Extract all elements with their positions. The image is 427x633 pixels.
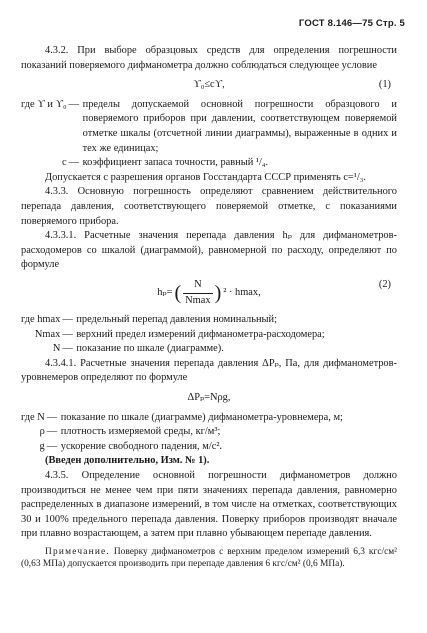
equation-2-number: (2) bbox=[378, 278, 391, 290]
equation-3 bbox=[21, 391, 397, 406]
clause-4-3-4-1: 4.3.4.1. Расчетные значения перепада давления ΔPₚ, Па, для дифманометров-уровнемеров определяют по формуле bbox=[21, 357, 397, 384]
document-body bbox=[21, 44, 397, 570]
definition-text: показание по шкале (диаграмме). bbox=[76, 343, 224, 355]
allowance-paragraph: Допускается с разрешения органов Госстандарта СССР применять c=¹/₃. bbox=[45, 171, 367, 183]
equation-1 bbox=[21, 78, 397, 93]
definition-dash: — bbox=[46, 440, 58, 452]
equation-2 bbox=[21, 278, 397, 308]
definition-dash: — bbox=[46, 426, 58, 438]
definition-symbol: N bbox=[52, 343, 61, 355]
equation-2-lhs: hₚ= bbox=[157, 286, 173, 298]
definition-list-2 bbox=[21, 313, 397, 357]
definition-text: показание по шкале (диаграмме) дифманометра-уровнемера, м; bbox=[60, 411, 343, 423]
definition-symbol: где ϒ и ϒ₀ bbox=[21, 98, 67, 110]
left-paren: ( bbox=[174, 282, 182, 304]
amendment-note: (Введен дополнительно, Изм. № 1). bbox=[45, 455, 210, 467]
definition-dash: — bbox=[46, 411, 58, 423]
definition-text: плотность измеряемой среды, кг/м³; bbox=[60, 426, 221, 438]
definition-symbol: c bbox=[62, 157, 67, 169]
clause-4-3-5: 4.3.5. Определение основной погрешности дифманометров должно производиться не менее чем при пяти значениях перепада давления, равномерно распределенных в диапазоне измерений, в том числе на отметках, соответствующих 30 и 100% предельного перепада давления. Поверку приборов производят вначале при плавно возрастающем, а затем при плавно убывающем перепаде давления. bbox=[21, 470, 397, 540]
definition-dash: — bbox=[62, 314, 73, 326]
definition-text: коэффициент запаса точности, равный ¹/₄. bbox=[82, 157, 269, 169]
definition-list-1 bbox=[21, 98, 397, 171]
definition-symbol: g bbox=[39, 440, 45, 452]
note-text: Поверку дифманометров с верхним пределом измерений 6,3 кгс/см² (0,63 МПа) допускается производить при перепаде давления 6 кгс/см² (0,6 МПа). bbox=[21, 547, 397, 569]
definition-symbol: ρ bbox=[39, 426, 45, 438]
definition-dash: — bbox=[62, 328, 73, 340]
definition-list-3 bbox=[21, 411, 397, 455]
fraction-numerator: N bbox=[183, 278, 212, 294]
definition-text: верхний предел измерений дифманометра-расходомера; bbox=[76, 328, 325, 340]
definition-text: ускорение свободного падения, м/с². bbox=[60, 440, 223, 452]
footnote bbox=[21, 546, 397, 570]
fraction bbox=[183, 278, 212, 308]
clause-4-3-3-1: 4.3.3.1. Расчетные значения перепада давления hₚ для дифманометров-расходомеров со шкалой (диаграммой), равномерной по расходу, определяют по формуле bbox=[21, 230, 397, 271]
equation-2-formula bbox=[157, 278, 260, 308]
definition-text: предельный перепад давления номинальный; bbox=[76, 314, 277, 326]
clause-4-3-3: 4.3.3. Основную погрешность определяют сравнением действительного перепада давления, соответствующего поверяемой отметке, с показаниями поверяемого прибора. bbox=[21, 186, 397, 227]
definition-dash: — bbox=[62, 343, 73, 355]
fraction-denominator: Nmax bbox=[185, 294, 211, 306]
definition-symbol: Nmax bbox=[34, 328, 61, 340]
definition-dash: — bbox=[68, 157, 80, 169]
note-label: Примечание. bbox=[45, 547, 110, 557]
equation-1-formula: ϒ₀≤cϒ, bbox=[193, 79, 225, 91]
right-paren: ) bbox=[214, 282, 222, 304]
definition-symbol: где hmax bbox=[21, 314, 61, 326]
definition-symbol: где N bbox=[21, 411, 45, 423]
equation-1-number: (1) bbox=[378, 79, 391, 91]
equation-2-tail: ² · hmax, bbox=[223, 286, 261, 298]
equation-3-formula: ΔPₚ=Nρg, bbox=[187, 392, 231, 404]
definition-dash: — bbox=[68, 98, 80, 110]
page-header: ГОСТ 8.146—75 Стр. 5 bbox=[298, 18, 405, 29]
definition-text: пределы допускаемой основной погрешности образцового и поверяемого приборов при давлении, соответствующем поверяемой отметке шкалы (отсчетной линии диаграммы), выраженные в одних и тех же единицах; bbox=[82, 98, 397, 154]
clause-4-3-2: 4.3.2. При выборе образцовых средств для определения погрешности показаний поверяемого дифманометра должно соблюдаться следующее условие bbox=[21, 45, 397, 71]
